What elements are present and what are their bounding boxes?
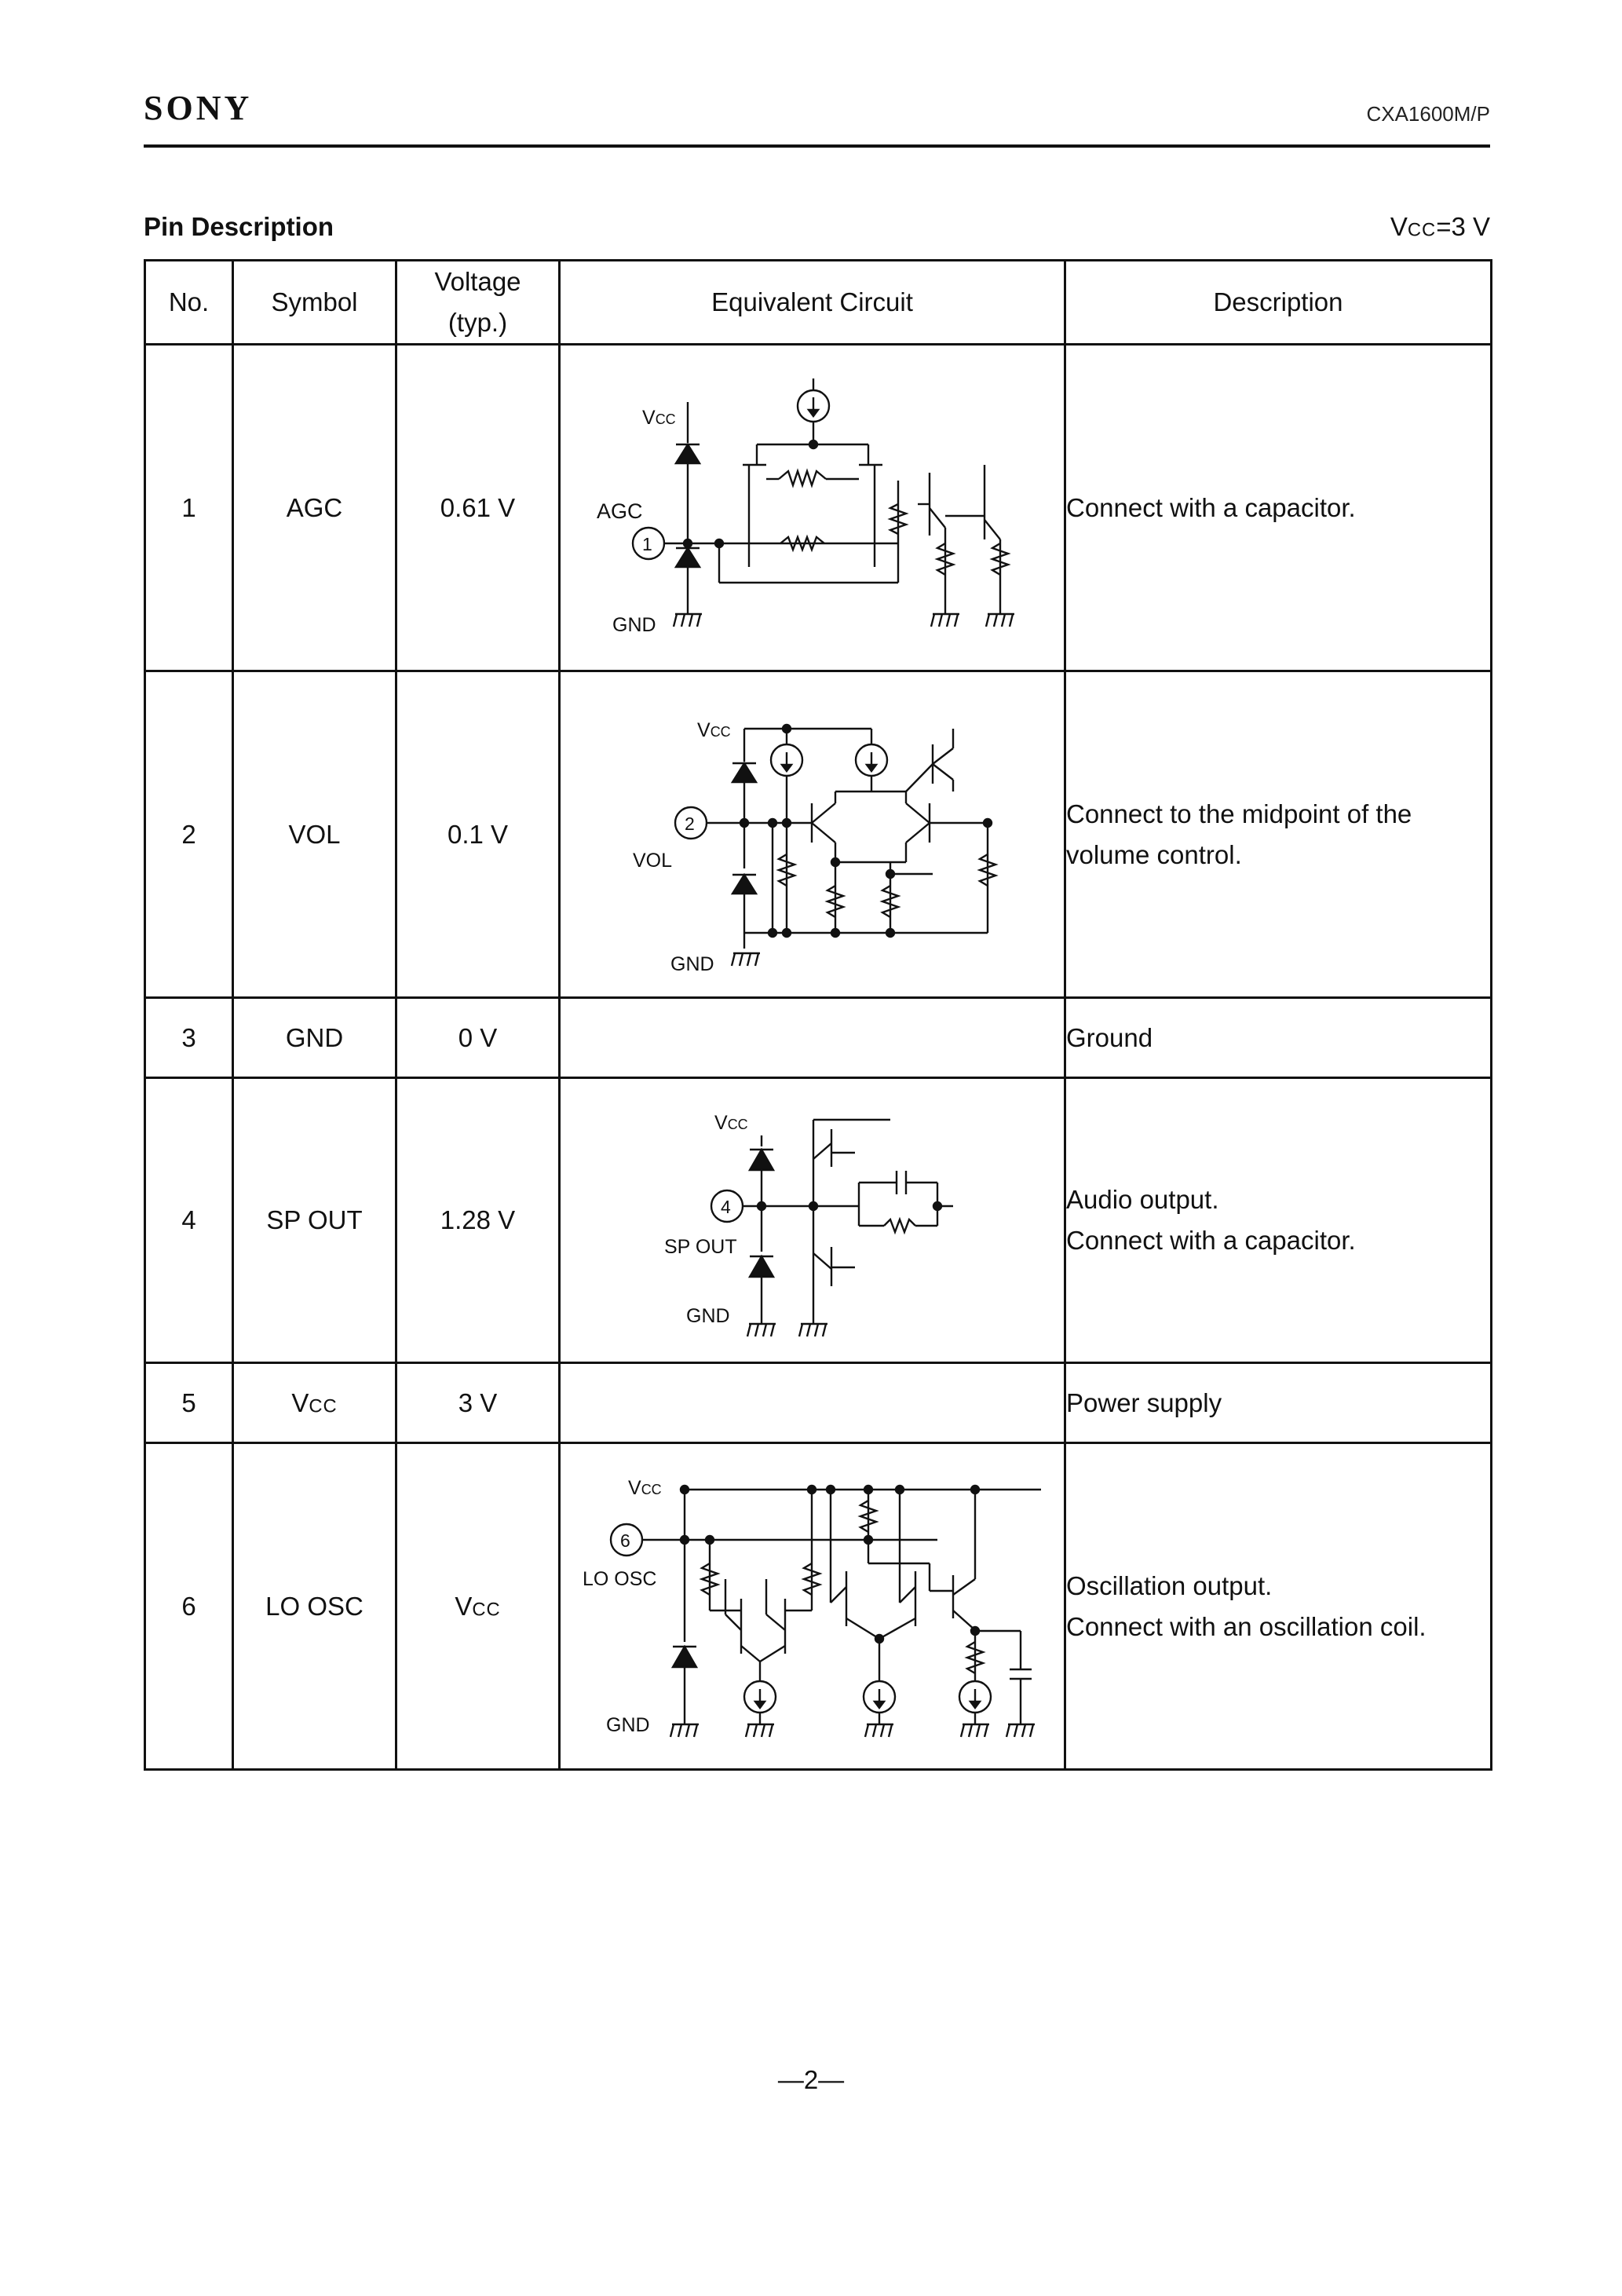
pin-symbol: LO OSC <box>233 1443 396 1770</box>
pin-no: 3 <box>145 998 233 1078</box>
equivalent-circuit-agc <box>560 345 1065 671</box>
gnd-label: GND <box>612 613 656 636</box>
pin-symbol: SP OUT <box>233 1078 396 1363</box>
header-symbol: Symbol <box>233 261 396 345</box>
pin-voltage: 0 V <box>396 998 560 1078</box>
header-rule <box>144 144 1490 148</box>
pin-no: 6 <box>145 1443 233 1770</box>
pin-number: 2 <box>685 813 695 834</box>
pin-voltage: 3 V <box>396 1363 560 1443</box>
equivalent-circuit-empty <box>560 998 1065 1078</box>
vcc-label: VCC <box>628 1476 662 1499</box>
lo-osc-label: LO OSC <box>583 1567 657 1590</box>
table-row <box>145 1078 1492 1363</box>
section-title: Pin Description <box>144 212 334 241</box>
pin-symbol: AGC <box>233 345 396 671</box>
pin-symbol: VCC <box>233 1363 396 1443</box>
pin-no: 2 <box>145 671 233 998</box>
pin-symbol: VOL <box>233 671 396 998</box>
equivalent-circuit-sp-out <box>560 1078 1065 1363</box>
gnd-label: GND <box>606 1713 650 1736</box>
table-row <box>145 998 1492 1078</box>
pin-symbol: GND <box>233 998 396 1078</box>
vcc-label: VCC <box>714 1112 748 1134</box>
pin-no: 4 <box>145 1078 233 1363</box>
pin-voltage: VCC <box>396 1443 560 1770</box>
pin-description: Audio output. Connect with a capacitor. <box>1065 1078 1492 1363</box>
vcc-condition: VCC=3 V <box>1390 212 1490 241</box>
vcc-label: VCC <box>642 406 676 429</box>
gnd-label: GND <box>670 952 714 975</box>
gnd-label: GND <box>686 1305 730 1327</box>
pin-no: 5 <box>145 1363 233 1443</box>
part-number: CXA1600M/P <box>1366 102 1490 126</box>
page-number: —2— <box>777 2065 845 2094</box>
pin-table <box>144 259 1492 1771</box>
equivalent-circuit-empty <box>560 1363 1065 1443</box>
pin-description: Power supply <box>1065 1363 1492 1443</box>
pin-no: 1 <box>145 345 233 671</box>
pin-number: 4 <box>721 1197 731 1217</box>
pin-voltage: 0.1 V <box>396 671 560 998</box>
table-row <box>145 1363 1492 1443</box>
table-row <box>145 671 1492 998</box>
table-row <box>145 345 1492 671</box>
pin-description: Oscillation output. Connect with an oscillation coil. <box>1065 1443 1492 1770</box>
sp-out-label: SP OUT <box>664 1236 737 1258</box>
pin-voltage: 0.61 V <box>396 345 560 671</box>
header-description: Description <box>1065 261 1492 345</box>
pin-voltage: 1.28 V <box>396 1078 560 1363</box>
table-row <box>145 1443 1492 1770</box>
table-header-row <box>145 261 1492 345</box>
header-circuit: Equivalent Circuit <box>560 261 1065 345</box>
agc-label: AGC <box>597 499 643 523</box>
header-no: No. <box>145 261 233 345</box>
equivalent-circuit-vol <box>560 671 1065 998</box>
pin-number: 6 <box>620 1530 630 1551</box>
pin-description: Ground <box>1065 998 1492 1078</box>
pin-description: Connect with a capacitor. <box>1065 345 1492 671</box>
header-voltage: Voltage (typ.) <box>396 261 560 345</box>
vcc-label: VCC <box>697 718 731 741</box>
sony-logo: SONY <box>144 89 253 127</box>
vol-label: VOL <box>633 849 673 872</box>
equivalent-circuit-lo-osc <box>560 1443 1065 1770</box>
pin-number: 1 <box>642 533 652 554</box>
pin-description: Connect to the midpoint of the volume control. <box>1065 671 1492 998</box>
